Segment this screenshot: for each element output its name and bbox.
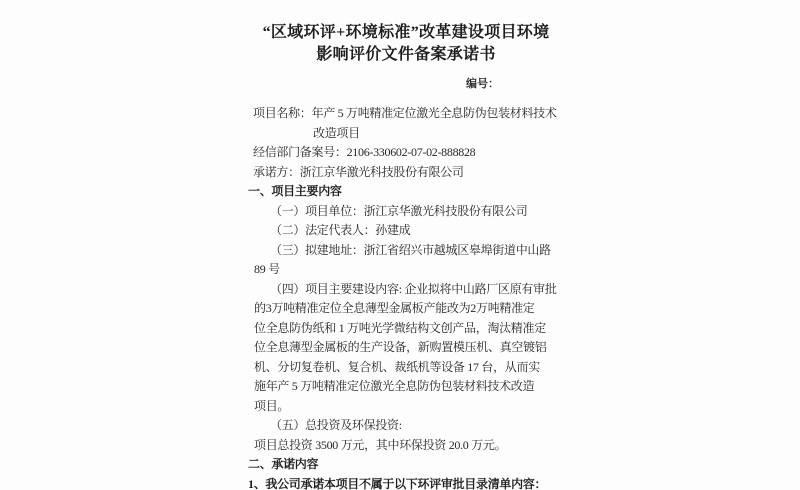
item-2-legal-representative: （二）法定代表人：孙建成: [270, 223, 411, 237]
project-name-line: 项目名称：年产 5 万吨精准定位激光全息防伪包装材料技术: [253, 106, 557, 120]
item-1-project-unit: （一）项目单位：浙江京华激光科技股份有限公司: [270, 203, 528, 218]
construction-content-line4: 位全息薄型金属板的生产设备，新购置模压机、真空镀铝: [254, 340, 547, 354]
section-2-heading: 二、承诺内容: [248, 457, 319, 471]
construction-content-line6: 施年产 5 万吨精准定位激光全息防伪包装材料技术改造: [254, 379, 535, 393]
construction-content-line3: 位全息防伪纸和 1 万吨光学微结构文创产品，淘汰精准定: [254, 320, 546, 335]
commitment-item-1: 1、我公司承诺本项目不属于以下环评审批目录清单内容：: [248, 476, 547, 490]
project-name-continuation: 改造项目: [313, 125, 360, 140]
document-body: [248, 104, 564, 490]
document-title-line2: 影响评价文件备案承诺书: [316, 46, 496, 63]
section-1-heading: 一、项目主要内容: [248, 184, 342, 198]
serial-number-label: 编号：: [466, 78, 499, 90]
item-4-construction-content: （四）项目主要建设内容: 企业拟将中山路厂区原有审批: [270, 281, 557, 296]
document-title: [248, 22, 564, 66]
filing-number-line: 经信部门备案号：2106-330602-07-02-888828: [253, 145, 476, 159]
construction-content-line7: 项目。: [254, 398, 290, 413]
construction-content-line5: 机、分切复卷机、复合机、裁纸机等设备 17 台，从而实: [254, 359, 540, 374]
document-title-line1: “区域环评+环境标准”改革建设项目环境: [262, 24, 550, 41]
investment-amount-line: 项目总投资 3500 万元，其中环保投资 20.0 万元。: [254, 437, 507, 452]
item-3-proposed-address: （三）拟建地址：浙江省绍兴市越城区皋埠街道中山路: [270, 242, 551, 257]
document-content: [248, 22, 564, 490]
construction-content-line2: 的3万吨精准定位全息薄型金属板产能改为2万吨精准定: [254, 301, 535, 315]
promisor-line: 承诺方：浙江京华激光科技股份有限公司: [253, 164, 464, 179]
item-5-investment-heading: （五）总投资及环保投资:: [270, 418, 402, 432]
address-continuation: 89 号: [254, 262, 280, 276]
